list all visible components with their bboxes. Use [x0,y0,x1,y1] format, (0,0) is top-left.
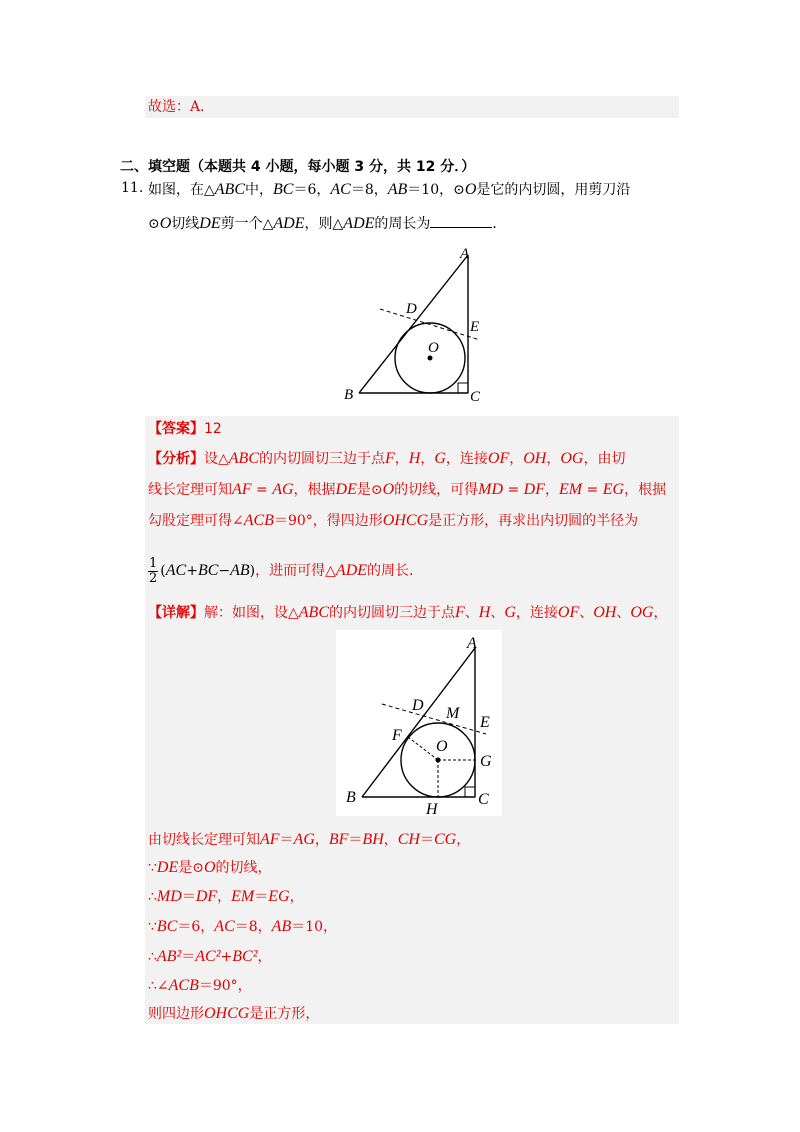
analysis-line-1: 【分析】设△ABC的内切圆切三边于点F，H，G，连接OF，OH，OG，由切 [148,450,626,467]
step-4: ∵BC＝6，AC＝8，AB＝10， [148,918,338,935]
fig2-label-g: G [480,753,492,770]
fig2-label-f: F [392,727,402,744]
fig1-label-b: B [344,387,354,403]
step-5: ∴AB²＝AC²+BC²， [148,948,272,965]
fig2-label-b: B [346,789,356,806]
fig2-label-a: A [467,635,477,652]
step-1: 由切线长定理可知AF＝AG，BF＝BH，CH＝CG， [148,831,471,848]
section-title: 二、填空题（本题共 4 小题，每小题 3 分，共 12 分．） [120,159,476,175]
fig2-label-h: H [426,801,438,816]
analysis-line-2: 线长定理可知AF = AG，根据DE是⊙O的切线，可得MD = DF，EM = EG，根据 [148,481,667,498]
step-6: ∴∠ACB＝90°， [148,977,252,994]
fig1-label-e: E [470,319,480,335]
fig2-label-c: C [478,791,489,808]
figure-1-triangle-incircle [338,238,488,408]
fig1-label-a: A [460,246,470,262]
answer-blank [430,213,492,228]
step-3: ∴MD＝DF，EM＝EG， [148,888,304,905]
analysis-line-4: $\frac{1}{2}$ (AC+BC−AB)，进而可得△ADE的周长． [149,555,424,586]
fig1-label-d: D [406,301,417,317]
fig2-label-e: E [480,714,490,731]
one-half-fraction: $\frac{1}{2}$ [149,555,158,586]
figure-2-triangle-incircle [336,630,502,816]
prev-answer: 故选：A． [148,99,215,115]
analysis-line-3: 勾股定理可得∠ACB＝90°，得四边形OHCG是正方形，再求出内切圆的半径为 [148,512,639,529]
question-line-1: 如图，在△ABC中，BC＝6，AC＝8，AB＝10，⊙O是它的内切圆，用剪刀沿 [148,181,631,198]
fig2-label-d: D [412,697,424,714]
fig2-label-o: O [436,738,448,755]
question-number: 11. [121,180,144,196]
step-2: ∵DE是⊙O的切线， [148,859,272,876]
question-line-2: ⊙O切线DE剪一个△ADE，则△ADE的周长为 ． [148,215,507,232]
answer-line: 【答案】12 [148,421,222,437]
fig1-label-o: O [428,340,439,356]
fig2-label-m: M [446,705,460,722]
fig1-label-c: C [470,389,481,405]
step-7: 则四边形OHCG是正方形， [148,1005,320,1022]
detail-line-1: 【详解】解：如图，设△ABC的内切圆切三边于点F、H、G，连接OF、OH、OG， [148,604,668,621]
prev-answer-block [145,96,679,118]
